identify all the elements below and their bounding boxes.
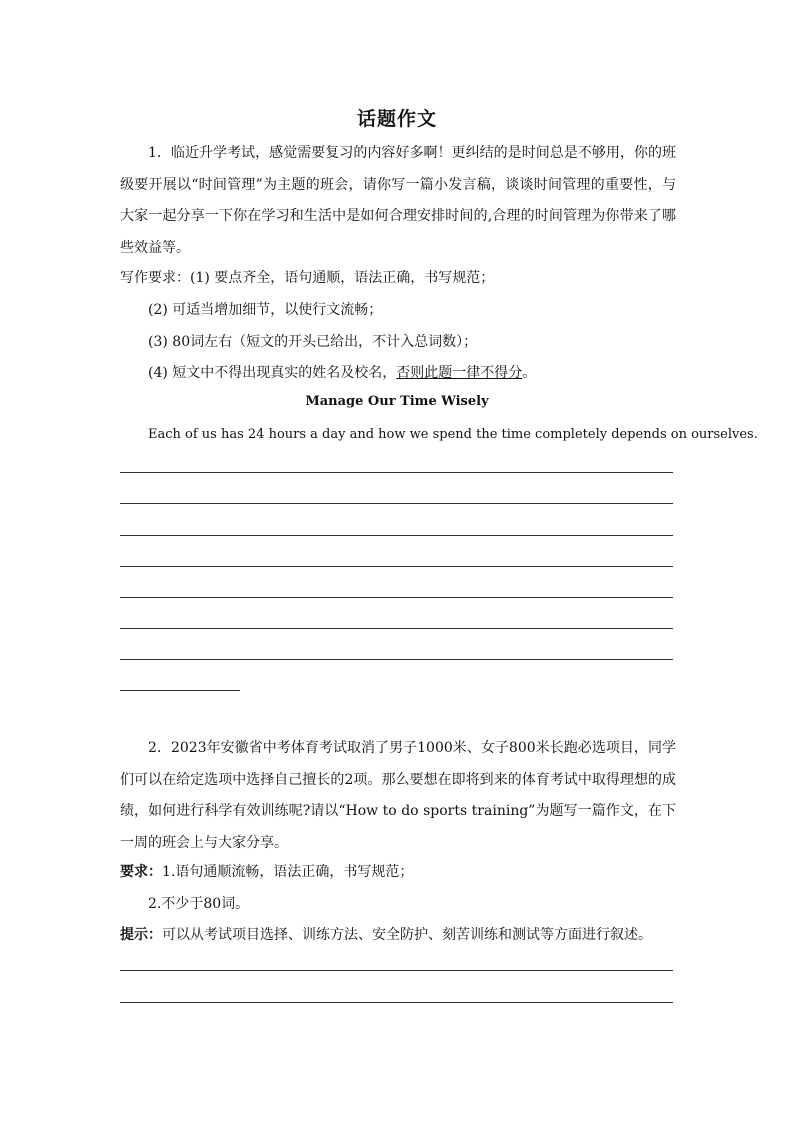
- answer-line[interactable]: [120, 566, 673, 567]
- requirement-4-text: (4) 短文中不得出现真实的姓名及校名，: [148, 365, 397, 381]
- answer-line[interactable]: [120, 597, 673, 598]
- question-2-hint-label: 提示：: [120, 927, 162, 943]
- answer-line[interactable]: [120, 970, 673, 971]
- answer-line[interactable]: [120, 535, 673, 536]
- answer-line[interactable]: [120, 659, 673, 660]
- question-2-requirement-1: [120, 862, 413, 882]
- question-1-requirement-label: 写作要求：: [120, 270, 190, 286]
- question-2-requirement-label: 要求：: [120, 864, 162, 880]
- question-2-prompt: 2．2023年安徽省中考体育考试取消了男子1000米、女子800米长跑必选项目，同学们可以在给定选项中选择自己擅长的2项。那么要想在即将到来的体育考试中取得理想的成绩，如何进行科学有效训练呢?请以“How to do sports training”为题写一篇作文，在下一周的班会上与大家分享。: [120, 740, 676, 851]
- page-title: 话题作文: [356, 108, 437, 130]
- question-1-prompt: 1．临近升学考试，感觉需要复习的内容好多啊！更纠结的是时间总是不够用，你的班级要开展以“时间管理”为主题的班会，请你写一篇小发言稿，谈谈时间管理的重要性，与大家一起分享一下你在学习和生活中是如何合理安排时间的,合理的时间管理为你带来了哪些效益等。: [120, 145, 676, 256]
- question-1-requirement-4: [148, 363, 536, 383]
- question-1-requirement-1: [120, 268, 494, 288]
- question-2-requirement-2: 2.不少于80词。: [148, 896, 250, 912]
- question-2-requirement-1-text: 1.语句通顺流畅，语法正确，书写规范；: [162, 864, 414, 880]
- essay-title: Manage Our Time Wisely: [305, 394, 489, 409]
- answer-line[interactable]: [120, 472, 673, 473]
- answer-line[interactable]: [120, 503, 673, 504]
- requirement-1-text: (1) 要点齐全，语句通顺，语法正确，书写规范；: [190, 270, 495, 286]
- essay-opening-sentence: Each of us has 24 hours a day and how we spend the time completely depends on ourselves.: [148, 427, 758, 442]
- answer-line-short[interactable]: [120, 690, 240, 691]
- question-1-requirement-2: (2) 可适当增加细节，以使行文流畅；: [148, 302, 383, 318]
- answer-line[interactable]: [120, 628, 673, 629]
- question-1-requirement-3: (3) 80词左右（短文的开头已给出，不计入总词数）；: [148, 334, 478, 350]
- answer-line[interactable]: [120, 1002, 673, 1003]
- requirement-4-underlined: 否则此题一律不得分: [396, 365, 523, 381]
- requirement-4-end: 。: [522, 365, 537, 381]
- question-2-hint-text: 可以从考试项目选择、训练方法、安全防护、刻苦训练和测试等方面进行叙述。: [162, 927, 652, 943]
- question-2-hint: [120, 925, 652, 945]
